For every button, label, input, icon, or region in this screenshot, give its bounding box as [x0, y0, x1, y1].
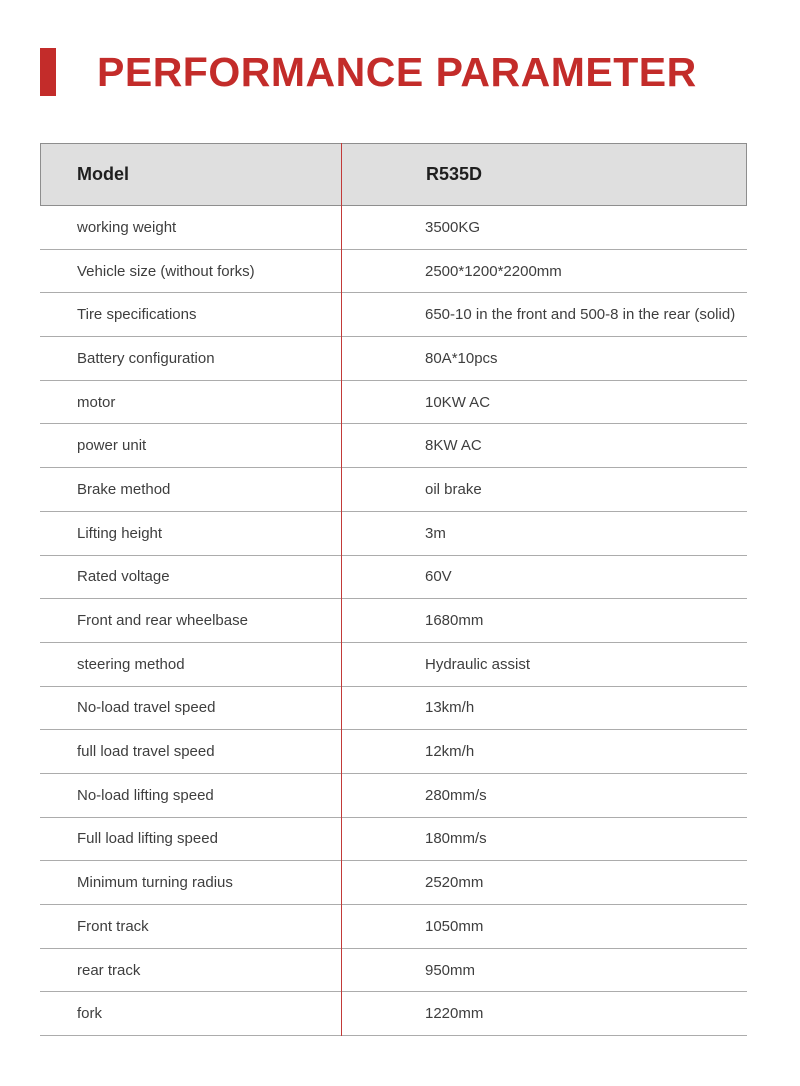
spec-value: 1220mm	[425, 1005, 484, 1023]
spec-label: power unit	[77, 437, 147, 455]
spec-value: 12km/h	[425, 743, 475, 761]
spec-value: 13km/h	[425, 699, 475, 717]
spec-label: No-load lifting speed	[77, 786, 214, 804]
spec-label: working weight	[77, 218, 177, 236]
spec-label: full load travel speed	[77, 743, 215, 761]
table-row	[40, 556, 747, 600]
table-row	[40, 206, 747, 250]
table-row	[40, 468, 747, 512]
table-row	[40, 774, 747, 818]
spec-value: 2500*1200*2200mm	[425, 262, 562, 280]
spec-label: steering method	[77, 655, 185, 673]
table-row	[40, 381, 747, 425]
table-row	[40, 293, 747, 337]
spec-label: Front track	[77, 917, 149, 935]
column-divider-line	[341, 143, 342, 1036]
spec-value: oil brake	[425, 480, 482, 498]
spec-value: 3m	[425, 524, 446, 542]
section-header	[40, 48, 697, 96]
spec-label: fork	[77, 1005, 103, 1023]
table-body	[40, 206, 747, 1036]
spec-value: 280mm/s	[425, 786, 487, 804]
table-row	[40, 905, 747, 949]
table-row	[40, 949, 747, 993]
spec-label: No-load travel speed	[77, 699, 216, 717]
spec-value: 80A*10pcs	[425, 349, 498, 367]
table-row	[40, 818, 747, 862]
spec-value: Hydraulic assist	[425, 655, 531, 673]
spec-value: 60V	[425, 568, 452, 586]
spec-label: Lifting height	[77, 524, 163, 542]
column-header-model: Model	[77, 164, 129, 184]
spec-label: motor	[77, 393, 116, 411]
spec-value: 8KW AC	[425, 437, 482, 455]
table-row	[40, 250, 747, 294]
column-header-model-value: R535D	[426, 164, 483, 184]
table-row	[40, 337, 747, 381]
spec-value: 180mm/s	[425, 830, 487, 848]
table-row	[40, 687, 747, 731]
table-row	[40, 730, 747, 774]
spec-label: Tire specifications	[77, 306, 197, 324]
spec-value: 1050mm	[425, 917, 484, 935]
spec-label: Battery configuration	[77, 349, 215, 367]
table-header-row	[40, 143, 747, 206]
spec-value: 1680mm	[425, 612, 484, 630]
spec-label: Full load lifting speed	[77, 830, 218, 848]
table-row	[40, 861, 747, 905]
table-row	[40, 424, 747, 468]
page-title: PERFORMANCE PARAMETER	[97, 48, 697, 95]
spec-value: 2520mm	[425, 874, 484, 892]
spec-label: Minimum turning radius	[77, 874, 233, 892]
spec-label: Brake method	[77, 480, 171, 498]
title-accent-bar	[40, 48, 56, 96]
table-row	[40, 992, 747, 1036]
spec-label: rear track	[77, 961, 141, 979]
spec-value: 3500KG	[425, 218, 481, 236]
spec-label: Rated voltage	[77, 568, 170, 586]
spec-value: 950mm	[425, 961, 476, 979]
spec-value: 650-10 in the front and 500-8 in the rear (solid)	[425, 306, 736, 324]
spec-table	[40, 143, 747, 1036]
spec-label: Vehicle size (without forks)	[77, 262, 255, 280]
spec-label: Front and rear wheelbase	[77, 612, 248, 630]
table-row	[40, 599, 747, 643]
spec-value: 10KW AC	[425, 393, 491, 411]
table-row	[40, 643, 747, 687]
table-row	[40, 512, 747, 556]
